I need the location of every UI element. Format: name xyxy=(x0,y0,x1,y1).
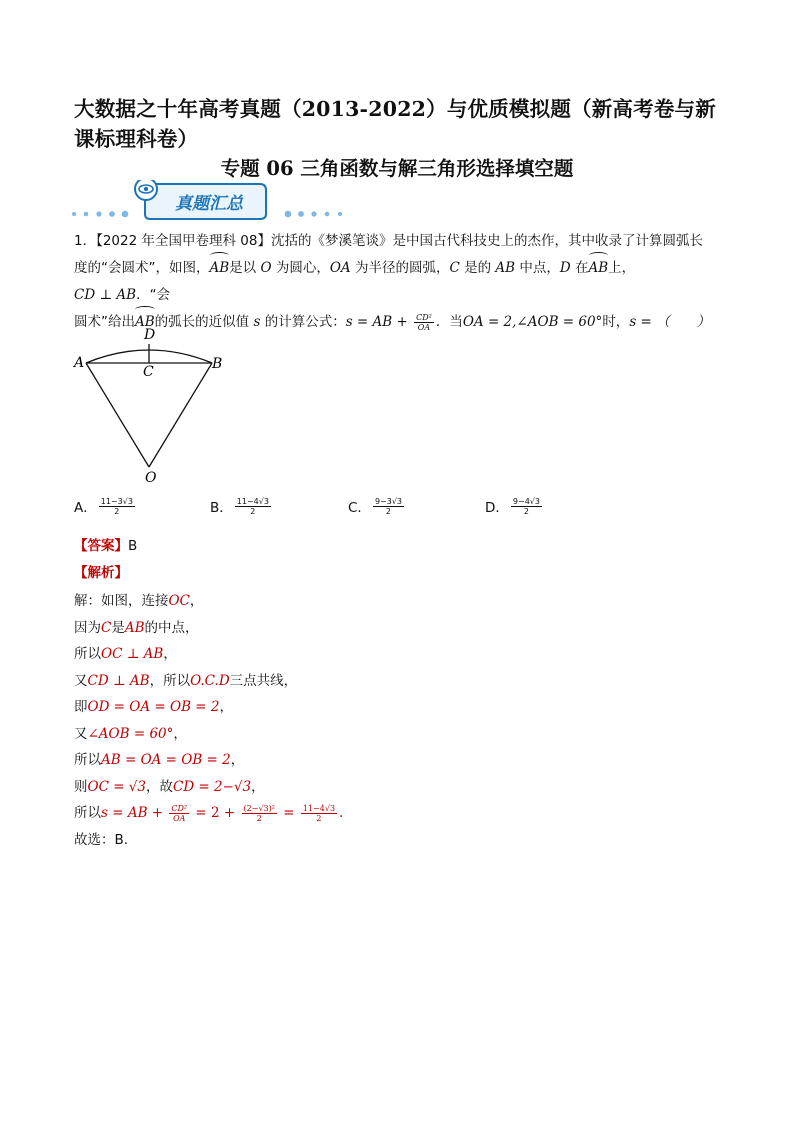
fraction-numerator: 11−3√3 xyxy=(100,496,133,506)
math-expression: OD = OA = OB = 2 xyxy=(87,699,220,715)
solution-text: 所以 xyxy=(74,646,101,662)
arc-ab: AB xyxy=(589,255,609,282)
solution-text: ， xyxy=(219,699,233,715)
fraction-numerator: 11−4√3 xyxy=(236,496,269,506)
math-expression: ∠AOB = 60° xyxy=(87,725,174,742)
option-letter: B． xyxy=(210,500,233,516)
page-subtitle: 专题 06 三角函数与解三角形选择填空题 xyxy=(220,157,574,180)
banner-dots-right xyxy=(285,211,342,218)
answer-line xyxy=(74,534,137,554)
analysis-label: 【解析】 xyxy=(74,565,128,581)
section-banner xyxy=(70,180,360,222)
solution-line xyxy=(74,800,724,827)
option-d[interactable] xyxy=(485,496,544,516)
answer-options xyxy=(74,496,714,526)
solution-text: 即 xyxy=(74,699,88,715)
solution xyxy=(74,588,724,853)
solution-text: 则 xyxy=(74,778,88,795)
question-text: 的弧长的近似值 xyxy=(154,314,254,330)
solution-text: 又 xyxy=(74,725,88,742)
segment-ob xyxy=(149,363,212,467)
question-text: 是的 xyxy=(459,260,496,276)
banner-dots-left xyxy=(72,211,128,218)
math-expression: C xyxy=(101,619,112,636)
math-expression: CD = 2−√3 xyxy=(172,778,252,795)
option-letter: C． xyxy=(348,500,371,516)
math-symbol: O xyxy=(260,260,272,276)
fraction-denominator: 2 xyxy=(250,506,256,516)
fraction-denominator: OA xyxy=(417,322,431,332)
label-c: C xyxy=(143,364,154,380)
math-expression: . xyxy=(339,805,344,821)
question-text: 为半径的圆弧， xyxy=(350,260,450,276)
solution-text: ， xyxy=(173,725,187,742)
label-b: B xyxy=(212,356,223,372)
solution-line xyxy=(74,641,724,668)
solution-text: 所以 xyxy=(74,805,101,821)
math-expression: AB = OA = OB = 2 xyxy=(101,752,231,768)
formula-fraction xyxy=(414,313,434,332)
solution-line xyxy=(74,588,724,615)
option-fraction xyxy=(373,497,404,516)
question-line-1 xyxy=(74,228,724,255)
solution-line xyxy=(74,747,724,774)
fraction-denominator: 2 xyxy=(385,506,392,516)
question-text: 中点， xyxy=(515,260,560,276)
math-expression: CD ⊥ AB xyxy=(74,287,137,303)
math-expression: s = AB + xyxy=(101,805,168,821)
answer-label: 【答案】 xyxy=(74,538,128,554)
math-symbol: D xyxy=(559,260,571,276)
fraction-numerator: (2−√3)² xyxy=(243,803,275,813)
math-expression: O.C.D xyxy=(190,672,230,689)
solution-text: 所以 xyxy=(74,752,101,768)
math-expression: = xyxy=(278,805,299,821)
question-text: 的计算公式： xyxy=(260,314,346,330)
option-letter: A． xyxy=(74,500,97,516)
fraction-numerator: 9−4√3 xyxy=(512,496,540,506)
page-title: 大数据之十年高考真题（2013-2022）与优质模拟题（新高考卷与新课标理科卷） xyxy=(74,97,716,151)
question-source: 【2022 年全国甲卷理科 08】 xyxy=(96,233,271,249)
question-line-2 xyxy=(74,255,724,309)
question-text: 圆术”给出 xyxy=(74,314,135,330)
math-expression: CD ⊥ AB xyxy=(87,672,150,689)
fraction xyxy=(242,804,277,823)
label-d: D xyxy=(144,327,156,343)
math-expression: AB xyxy=(124,619,145,636)
question-text: 时， xyxy=(602,314,630,330)
solution-text: 又 xyxy=(74,672,88,689)
solution-line xyxy=(74,694,724,721)
fraction-numerator: 9−3√3 xyxy=(374,496,403,506)
solution-text: 三点共线， xyxy=(229,672,298,689)
fraction-denominator: 2 xyxy=(256,813,262,823)
solution-text: ，故 xyxy=(145,778,173,795)
fraction-numerator: CD² xyxy=(416,312,432,322)
fraction-numerator: 11−4√3 xyxy=(302,803,336,813)
option-c[interactable] xyxy=(348,496,406,516)
option-fraction xyxy=(235,497,271,516)
solution-text: ， xyxy=(163,646,177,662)
question-text: 上， xyxy=(608,260,636,276)
fraction-denominator: OA xyxy=(173,813,186,823)
option-letter: D． xyxy=(485,500,509,516)
math-symbol: C xyxy=(449,260,460,276)
solution-text: ， xyxy=(251,778,265,795)
math-symbol: AB xyxy=(495,260,516,276)
math-expression: OC = √3 xyxy=(87,778,146,795)
condition: OA = 2,∠AOB = 60° xyxy=(462,314,603,330)
option-b[interactable] xyxy=(210,496,273,516)
question-text: 沈括的《梦溪笔谈》是中国古代科技史上的杰作，其中收录了计算圆弧长 xyxy=(270,233,703,249)
solution-line xyxy=(74,668,724,695)
question-text: 度的“会圆术”，如图， xyxy=(74,260,210,276)
solution-line xyxy=(74,615,724,642)
question-text: ．当 xyxy=(435,314,463,330)
option-fraction xyxy=(99,497,135,516)
question-text: ．“会 xyxy=(136,287,171,303)
fraction-numerator: CD² xyxy=(171,803,188,813)
fraction-denominator: 2 xyxy=(523,506,529,516)
fraction xyxy=(169,804,189,823)
solution-text: 是 xyxy=(111,619,125,636)
solution-line xyxy=(74,721,724,748)
question-text: 在 xyxy=(570,260,589,276)
arc-ab: AB xyxy=(210,255,230,282)
fraction-denominator: 2 xyxy=(114,506,120,516)
question-blank: s = （ ） xyxy=(629,314,711,330)
solution-text: ， xyxy=(189,593,204,609)
math-expression: OC xyxy=(168,593,190,609)
question-text: 为圆心， xyxy=(271,260,330,276)
arc-ab: AB xyxy=(135,309,155,336)
math-symbol: OA xyxy=(329,260,351,276)
label-o: O xyxy=(145,470,157,486)
banner-text: 真题汇总 xyxy=(175,194,243,214)
option-a[interactable] xyxy=(74,496,137,516)
fraction xyxy=(301,804,337,823)
math-expression: OC ⊥ AB xyxy=(101,646,164,662)
geometry-figure xyxy=(72,322,242,492)
solution-conclusion: 故选：B. xyxy=(74,831,129,848)
option-fraction xyxy=(511,497,542,516)
analysis-heading xyxy=(74,561,128,581)
fraction-denominator: 2 xyxy=(316,813,322,823)
solution-text: ， xyxy=(230,752,245,768)
question-number: 1． xyxy=(74,233,97,249)
segment-oa xyxy=(86,363,149,467)
solution-text: 因为 xyxy=(74,619,101,636)
question-text: 是以 xyxy=(229,260,261,276)
math-expression: = 2 + xyxy=(191,805,240,821)
answer-value: B xyxy=(128,538,138,554)
label-a: A xyxy=(74,355,85,371)
solution-text: 的中点， xyxy=(144,619,199,636)
math-symbol: s xyxy=(253,314,261,330)
formula: s = AB + xyxy=(345,314,413,330)
solution-text: ，所以 xyxy=(149,672,191,689)
solution-text: 解：如图，连接 xyxy=(74,593,169,609)
question-1 xyxy=(74,228,724,336)
solution-line xyxy=(74,774,724,801)
